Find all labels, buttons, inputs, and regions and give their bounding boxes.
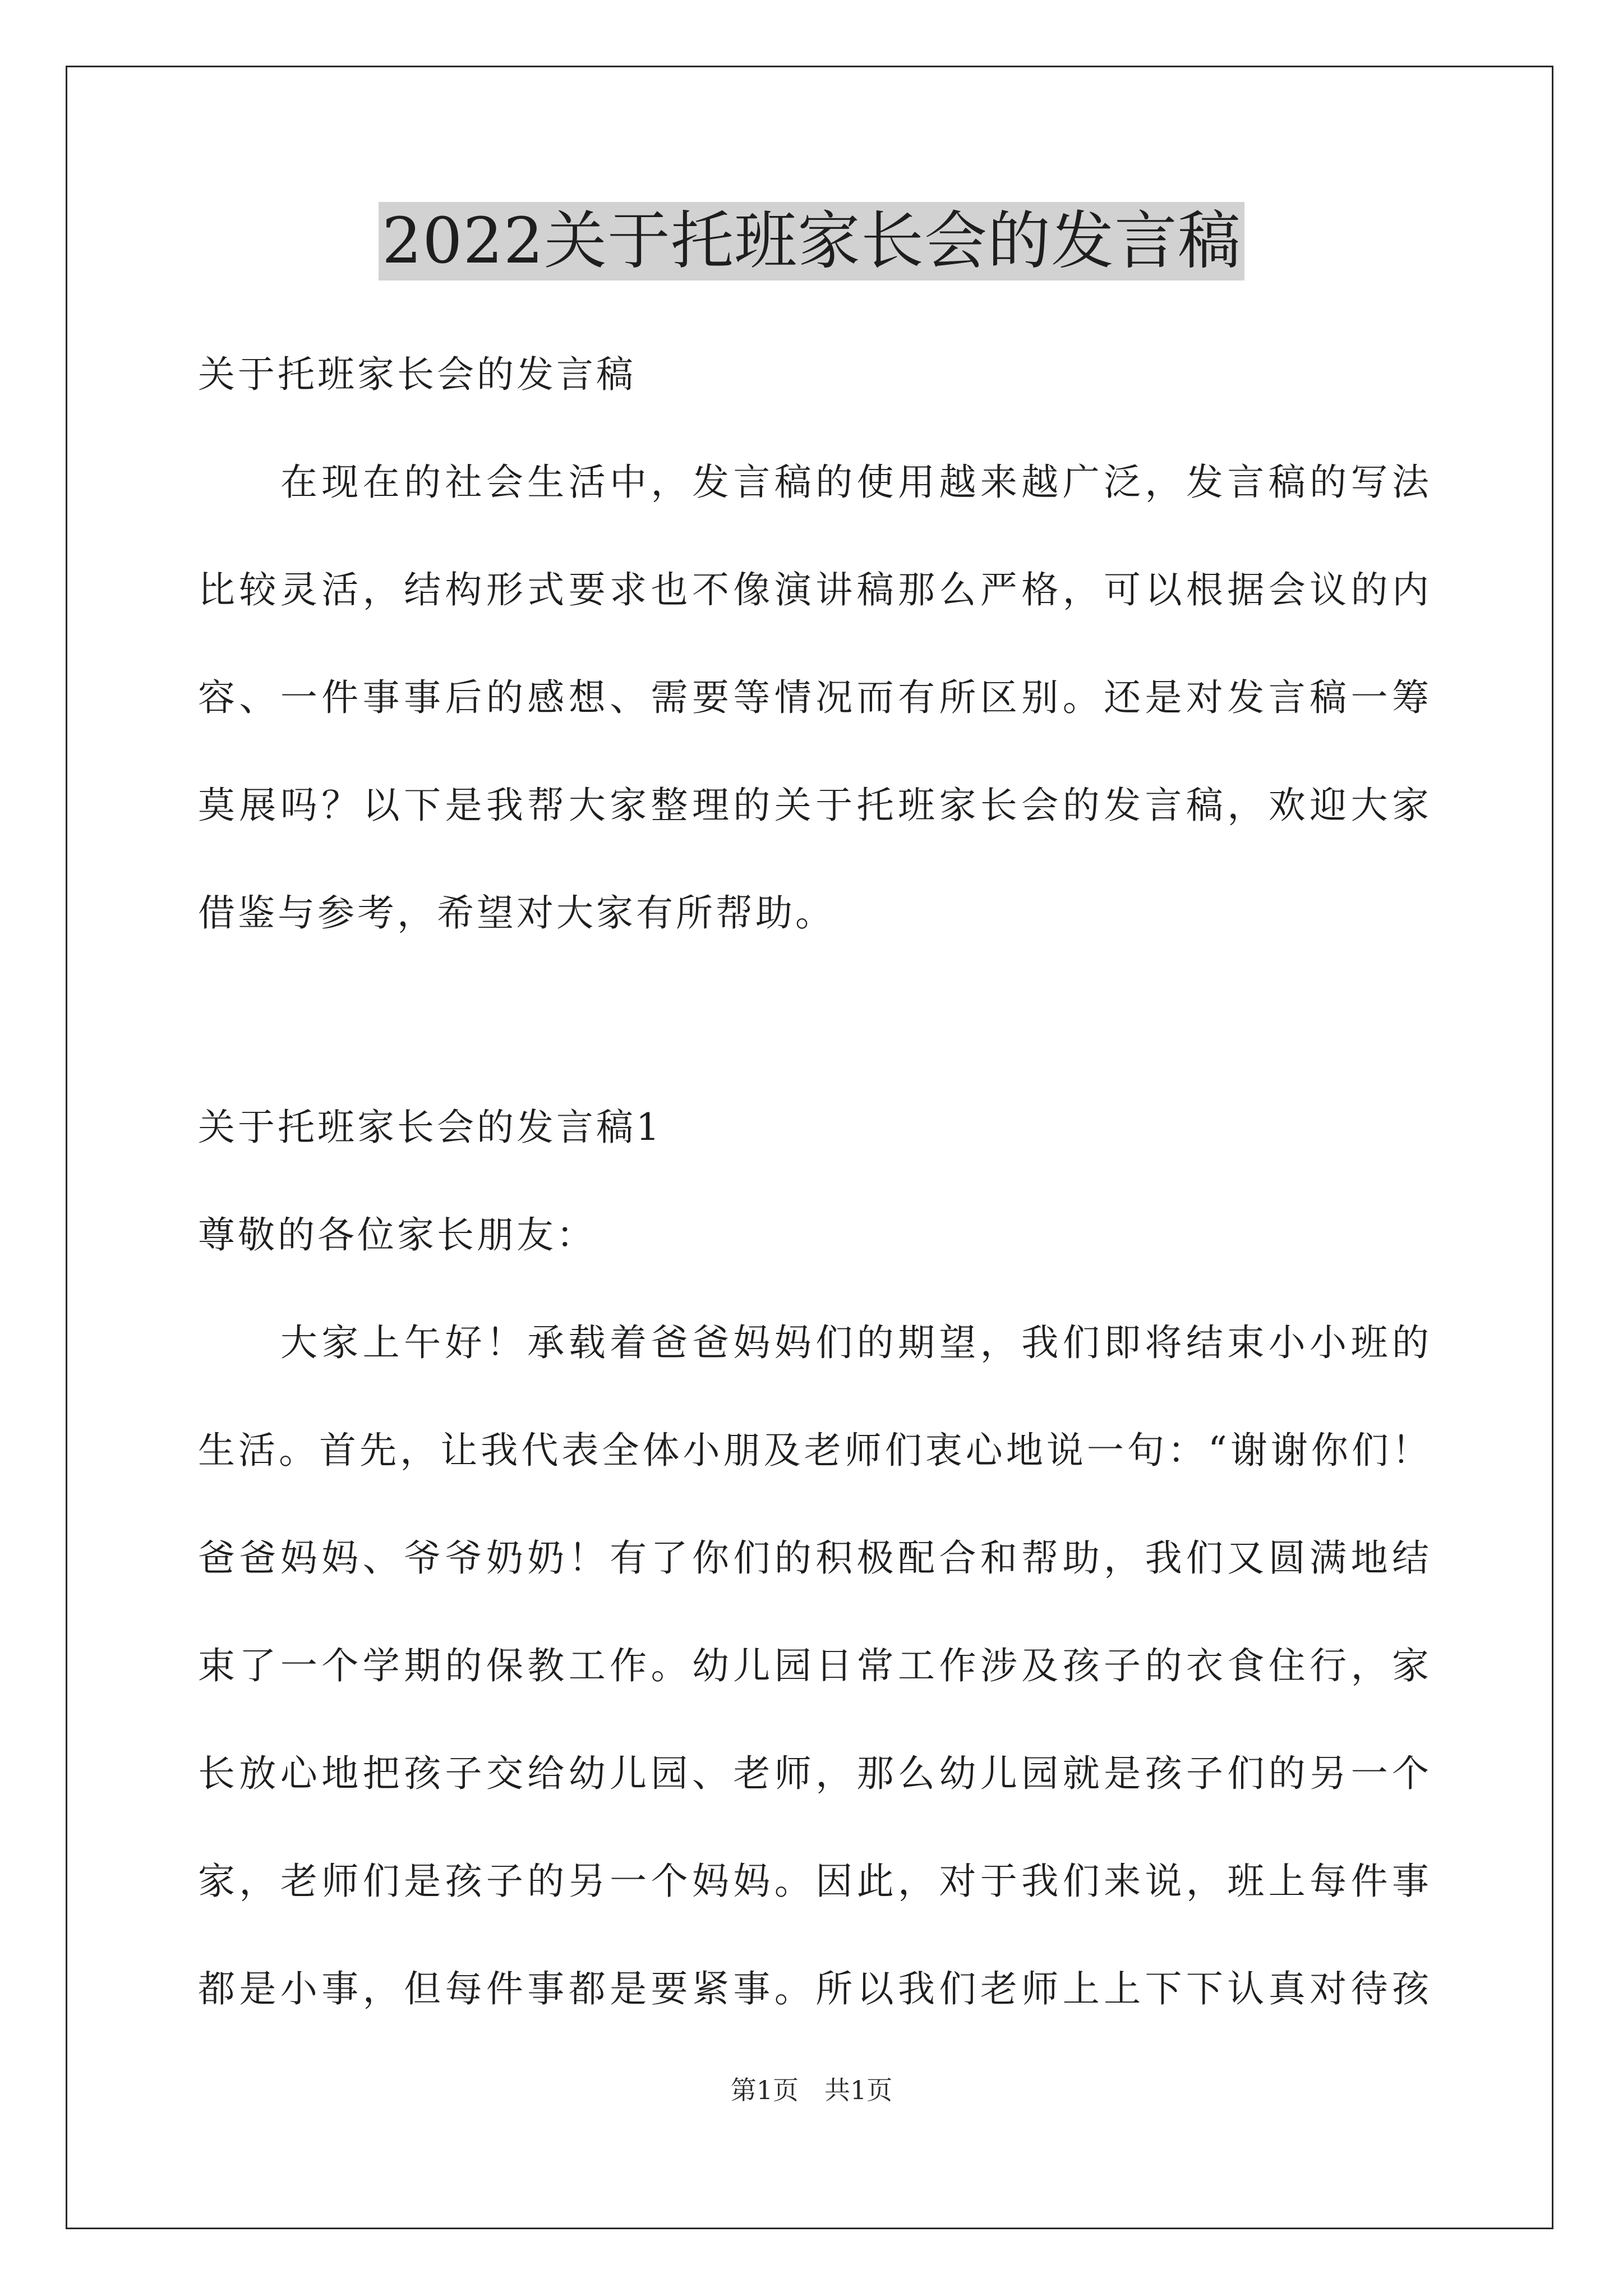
intro-heading: 关于托班家长会的发言稿 xyxy=(198,353,636,396)
body-line: 都是小事，但每件事都是要紧事。所以我们老师上上下下认真对待孩 xyxy=(198,1967,1429,2010)
intro-line: 莫展吗？以下是我帮大家整理的关于托班家长会的发言稿，欢迎大家 xyxy=(198,784,1429,827)
page-footer: 第1页 共1页 xyxy=(730,2075,893,2105)
salutation: 尊敬的各位家长朋友： xyxy=(198,1213,596,1257)
section-heading: 关于托班家长会的发言稿1 xyxy=(198,1106,662,1149)
body-line: 长放心地把孩子交给幼儿园、老师，那么幼儿园就是孩子们的另一个 xyxy=(198,1752,1429,1795)
intro-line: 借鉴与参考，希望对大家有所帮助。 xyxy=(198,891,835,935)
body-line: 生活。首先，让我代表全体小朋及老师们衷心地说一句：“谢谢你们！ xyxy=(198,1429,1429,1472)
body-line: 大家上午好！承载着爸爸妈妈们的期望，我们即将结束小小班的 xyxy=(198,1321,1429,1364)
body-line: 爸爸妈妈、爷爷奶奶！有了你们的积极配合和帮助，我们又圆满地结 xyxy=(198,1536,1429,1580)
body-line: 束了一个学期的保教工作。幼儿园日常工作涉及孩子的衣食住行，家 xyxy=(198,1644,1429,1687)
body-line: 家，老师们是孩子的另一个妈妈。因此，对于我们来说，班上每件事 xyxy=(198,1860,1429,1903)
intro-line: 比较灵活，结构形式要求也不像演讲稿那么严格，可以根据会议的内 xyxy=(198,568,1429,611)
document-title: 2022关于托班家长会的发言稿 xyxy=(379,202,1244,280)
intro-line: 容、一件事事后的感想、需要等情况而有所区别。还是对发言稿一筹 xyxy=(198,676,1429,719)
intro-line: 在现在的社会生活中，发言稿的使用越来越广泛，发言稿的写法 xyxy=(198,461,1429,504)
title-container xyxy=(0,202,1623,280)
